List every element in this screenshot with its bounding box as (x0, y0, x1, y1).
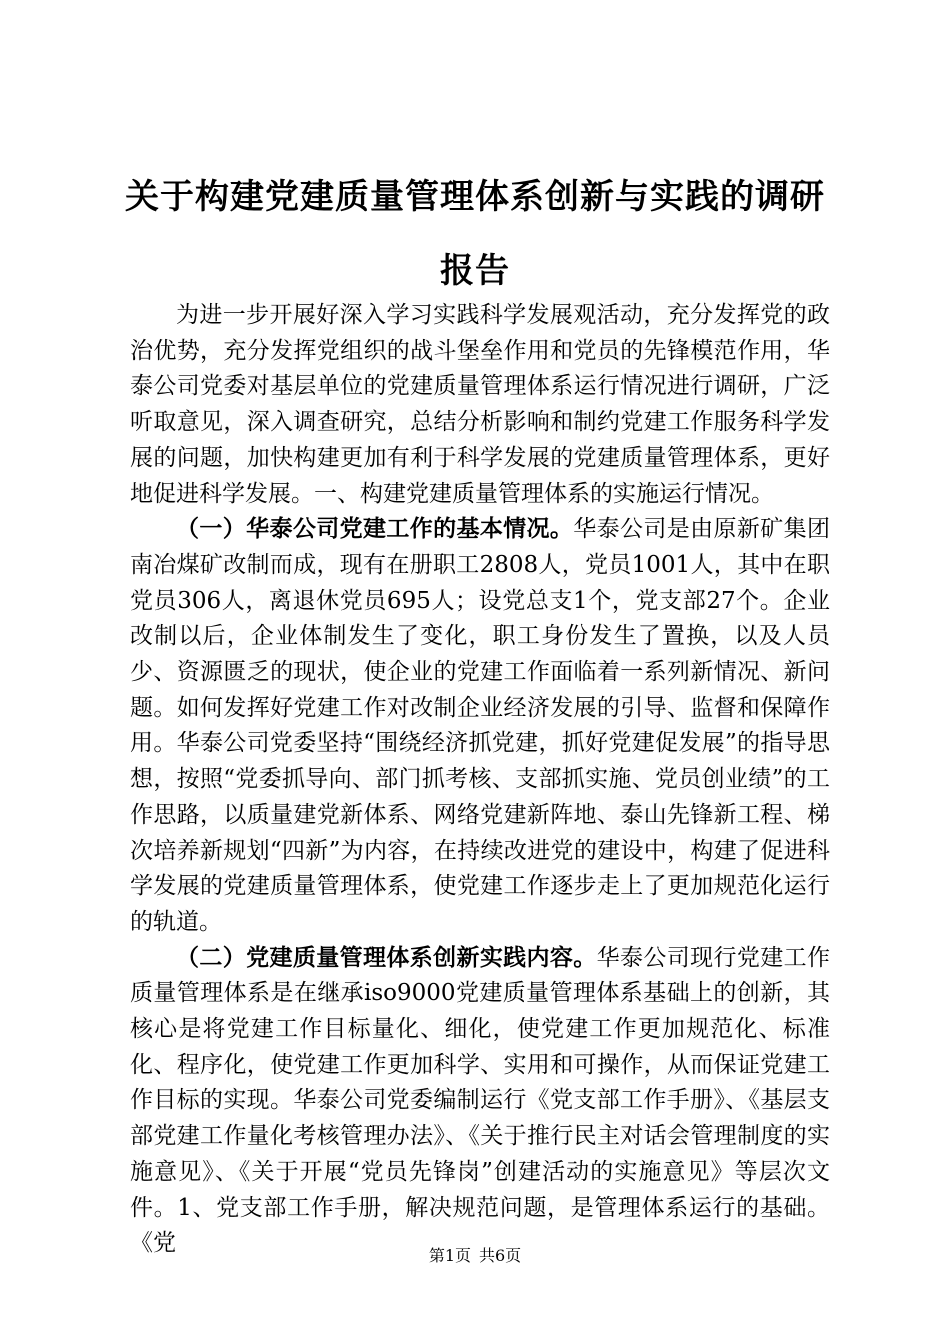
page-total: 共6页 (479, 1246, 522, 1265)
paragraph-text: 华泰公司是由原新矿集团南冶煤矿改制而成，现有在册职工2808人，党员1001人，其中在职党员306人，离退休党员695人；设党总支1个，党支部27个。企业改制以后，企业体制发生了变化，职工身份发生了置换，以及人员少、资源匮乏的现状，使企业的党建工作面临着一系列新情况、新问题。如何发挥好党建工作对改制企业经济发展的引导、监督和保障作用。华泰公司党委坚持“围绕经济抓党建，抓好党建促发展”的指导思想，按照“党委抓导向、部门抓考核、支部抓实施、党员创业绩”的工作思路，以质量建党新体系、网络党建新阵地、泰山先锋新工程、梯次培养新规划“四新”为内容，在持续改进党的建设中，构建了促进科学发展的党建质量管理体系，使党建工作逐步走上了更加规范化运行的轨道。 (130, 516, 831, 935)
document-body (130, 298, 830, 1262)
paragraph-intro (130, 298, 830, 512)
paragraph-text: 为进一步开展好深入学习实践科学发展观活动，充分发挥党的政治优势，充分发挥党组织的战斗堡垒作用和党员的先锋模范作用，华泰公司党委对基层单位的党建质量管理体系运行情况进行调研，广泛听取意见，深入调查研究，总结分析影响和制约党建工作服务科学发展的问题，加快构建更加有利于科学发展的党建质量管理体系，更好地促进科学发展。一、构建党建质量管理体系的实施运行情况。 (130, 302, 830, 507)
paragraph-text: 华泰公司现行党建工作质量管理体系是在继承iso9000党建质量管理体系基础上的创新，其核心是将党建工作目标量化、细化，使党建工作更加规范化、标准化、程序化，使党建工作更加科学、实用和可操作，从而保证党建工作目标的实现。华泰公司党委编制运行《党支部工作手册》、《基层支部党建工作量化考核管理办法》、《关于推行民主对话会管理制度的实施意见》、《关于开展“党员先锋岗”创建活动的实施意见》等层次文件。1、党支部工作手册，解决规范问题，是管理体系运行的基础。《党 (130, 944, 831, 1257)
paragraph-heading: （一）华泰公司党建工作的基本情况。 (176, 516, 574, 543)
paragraph-section-1 (130, 512, 830, 940)
paragraph-section-2 (130, 941, 830, 1262)
paragraph-heading: （二）党建质量管理体系创新实践内容。 (176, 944, 597, 971)
page-number: 第1页 (428, 1246, 471, 1265)
document-title: 关于构建党建质量管理体系创新与实践的调研报告 (125, 177, 825, 291)
page-footer (0, 1243, 950, 1266)
